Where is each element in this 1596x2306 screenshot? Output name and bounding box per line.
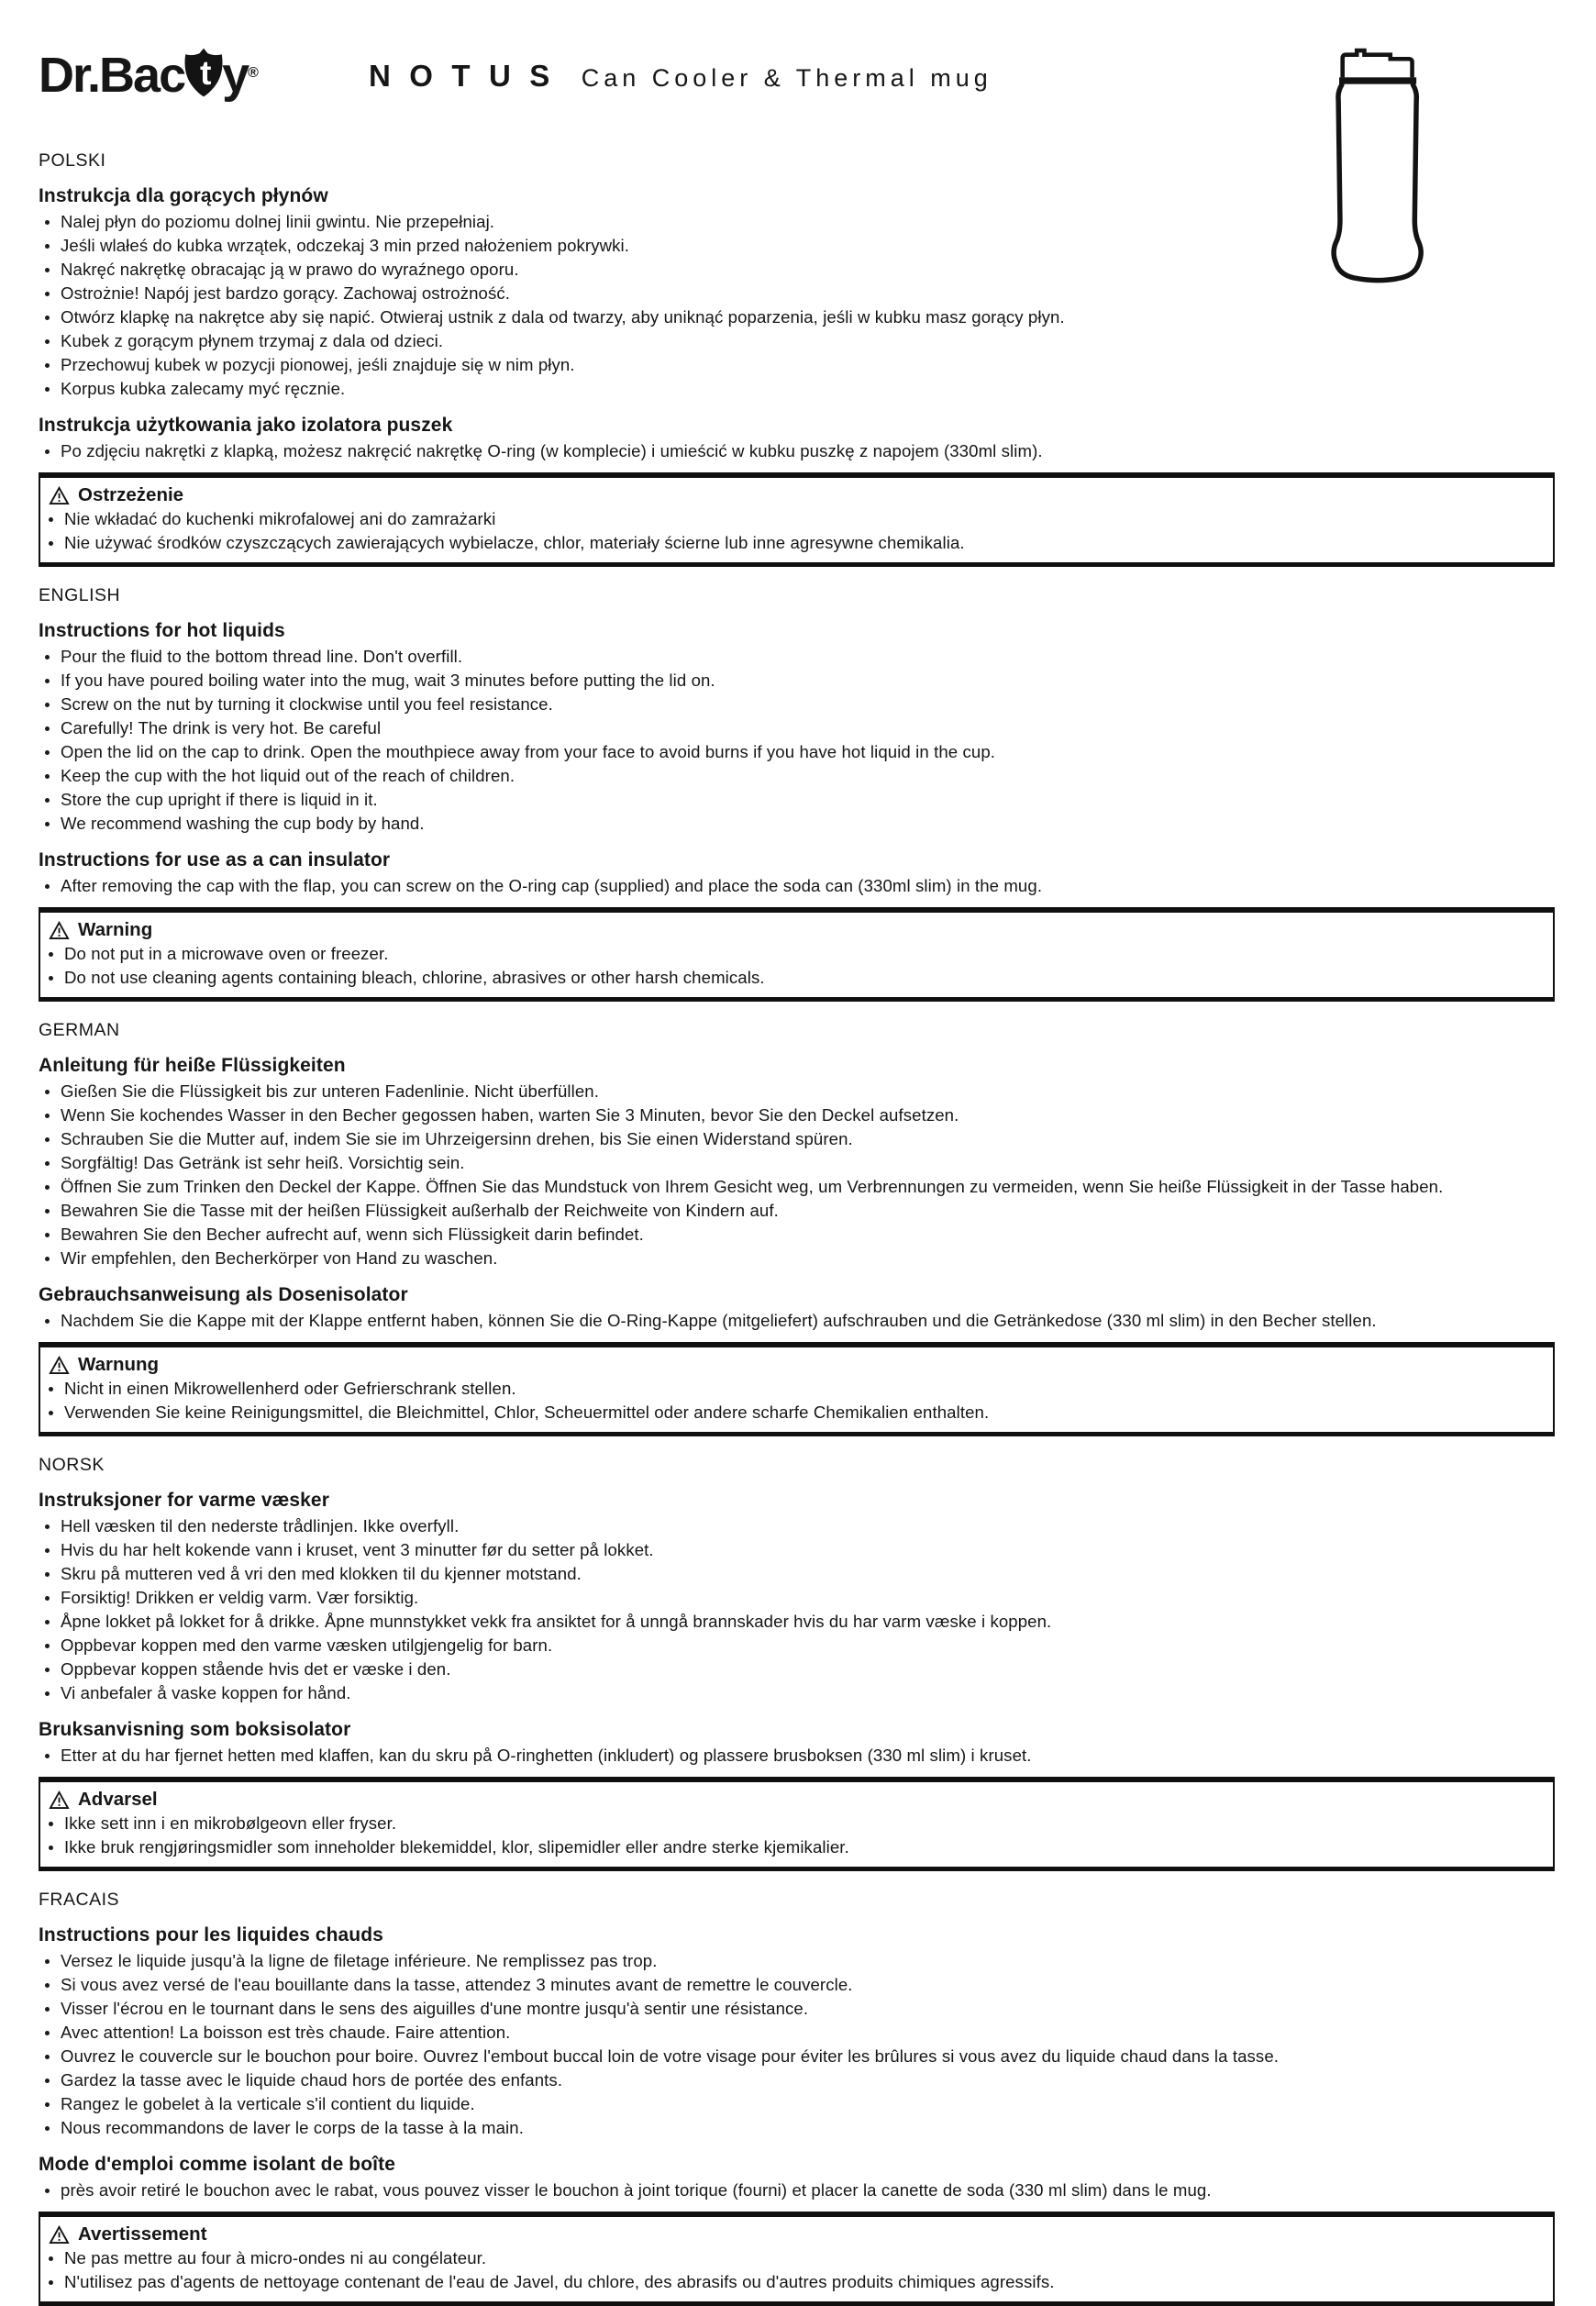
instruction-item: Otwórz klapkę na nakrętce aby się napić. Otwieraj ustnik z dala od twarzy, aby uniknąć poparzenia, jeśli w kubku masz gorący płyn. bbox=[39, 305, 1555, 329]
section-polski bbox=[39, 150, 1555, 567]
instruction-item: Wir empfehlen, den Becherkörper von Hand zu waschen. bbox=[39, 1247, 1555, 1270]
instruction-item: Jeśli wlałeś do kubka wrzątek, odczekaj 3 min przed nałożeniem pokrywki. bbox=[39, 234, 1555, 258]
instruction-item: Nalej płyn do poziomu dolnej linii gwintu. Nie przepełniaj. bbox=[39, 210, 1555, 234]
instruction-item: Hell væsken til den nederste trådlinjen. Ikke overfyll. bbox=[39, 1514, 1555, 1538]
instruction-item: Nous recommandons de laver le corps de la tasse à la main. bbox=[39, 2116, 1555, 2140]
language-label: GERMAN bbox=[39, 1020, 120, 1040]
instruction-item: Versez le liquide jusqu'à la ligne de filetage inférieure. Ne remplissez pas trop. bbox=[39, 1949, 1555, 1973]
can-insulator-list bbox=[39, 439, 1555, 463]
warning-icon bbox=[49, 1356, 70, 1375]
instruction-item: Bewahren Sie die Tasse mit der heißen Flüssigkeit außerhalb der Reichweite von Kindern auf. bbox=[39, 1199, 1555, 1223]
instruction-item: Wenn Sie kochendes Wasser in den Becher gegossen haben, warten Sie 3 Minuten, bevor Sie den Deckel aufsetzen. bbox=[39, 1103, 1555, 1127]
hot-liquids-list bbox=[39, 210, 1555, 401]
instruction-item: We recommend washing the cup body by hand. bbox=[39, 812, 1555, 836]
can-insulator-list bbox=[39, 1744, 1555, 1768]
can-insulator-list bbox=[39, 874, 1555, 898]
product-subtitle: Can Cooler & Thermal mug bbox=[581, 64, 992, 92]
warning-title: Warning bbox=[78, 919, 153, 940]
instruction-item: Oppbevar koppen med den varme væsken utilgjengelig for barn. bbox=[39, 1634, 1555, 1657]
warning-box bbox=[39, 907, 1555, 1002]
instruction-item: N'utilisez pas d'agents de nettoyage contenant de l'eau de Javel, du chlore, des abrasifs ou d'autres produits chimiques agressifs. bbox=[42, 2270, 1542, 2294]
instruction-item: Pour the fluid to the bottom thread line. Don't overfill. bbox=[39, 645, 1555, 669]
warning-icon bbox=[49, 486, 70, 505]
warning-box bbox=[39, 472, 1555, 567]
language-label: ENGLISH bbox=[39, 585, 121, 605]
can-insulator-title: Instrukcja użytkowania jako izolatora puszek bbox=[39, 415, 453, 436]
instruction-item: Rangez le gobelet à la verticale s'il contient du liquide. bbox=[39, 2092, 1555, 2116]
instruction-item: Nicht in einen Mikrowellenherd oder Gefrierschrank stellen. bbox=[42, 1377, 1542, 1401]
can-insulator-list bbox=[39, 2179, 1555, 2202]
registered-mark: ® bbox=[248, 65, 259, 81]
instruction-item: Open the lid on the cap to drink. Open the mouthpiece away from your face to avoid burns if you have hot liquid in the cup. bbox=[39, 740, 1555, 764]
instruction-item: Hvis du har helt kokende vann i kruset, vent 3 minutter før du setter på lokket. bbox=[39, 1538, 1555, 1562]
can-insulator-title: Instructions for use as a can insulator bbox=[39, 849, 391, 870]
warning-box bbox=[39, 2212, 1555, 2306]
section-fracais bbox=[39, 1890, 1555, 2306]
instruction-item: Ouvrez le couvercle sur le bouchon pour boire. Ouvrez l'embout buccal loin de votre visage pour éviter les brûlures si vous avez du liquide chaud dans la tasse. bbox=[39, 2045, 1555, 2068]
language-label: POLSKI bbox=[39, 150, 106, 171]
instruction-item: Etter at du har fjernet hetten med klaffen, kan du skru på O-ringhetten (inkludert) og plassere brusboksen (330 ml slim) i kruset. bbox=[39, 1744, 1555, 1768]
warning-list bbox=[42, 942, 1542, 990]
instruction-item: Verwenden Sie keine Reinigungsmittel, die Bleichmittel, Chlor, Scheuermittel oder andere scharfe Chemikalien enthalten. bbox=[42, 1401, 1542, 1425]
warning-icon bbox=[49, 921, 70, 940]
section-english bbox=[39, 585, 1555, 1002]
instruction-item: Skru på mutteren ved å vri den med klokken til du kjenner motstand. bbox=[39, 1562, 1555, 1586]
warning-box bbox=[39, 1342, 1555, 1436]
instruction-item: près avoir retiré le bouchon avec le rabat, vous pouvez visser le bouchon à joint torique (fourni) et placer la canette de soda (330 ml slim) dans le mug. bbox=[39, 2179, 1555, 2202]
hot-liquids-list bbox=[39, 1949, 1555, 2140]
instruction-item: Po zdjęciu nakrętki z klapką, możesz nakręcić nakrętkę O-ring (w komplecie) i umieścić w kubku puszkę z napojem (330ml slim). bbox=[39, 439, 1555, 463]
brand-text-right: y bbox=[222, 48, 249, 103]
warning-box bbox=[39, 1777, 1555, 1871]
instruction-item: Nie wkładać do kuchenki mikrofalowej ani do zamrażarki bbox=[42, 507, 1542, 531]
hot-liquids-title: Anleitung für heiße Flüssigkeiten bbox=[39, 1055, 346, 1076]
header bbox=[39, 24, 1555, 132]
instruction-item: Nachdem Sie die Kappe mit der Klappe entfernt haben, können Sie die O-Ring-Kappe (mitgeliefert) aufschrauben und die Getränkedose (330 ml slim) in den Becher stellen. bbox=[39, 1309, 1555, 1333]
product-name: NOTUS bbox=[368, 59, 569, 93]
instruction-item: Bewahren Sie den Becher aufrecht auf, wenn sich Flüssigkeit darin befindet. bbox=[39, 1223, 1555, 1247]
language-label: FRACAIS bbox=[39, 1890, 120, 1910]
shield-icon bbox=[183, 46, 224, 99]
instruction-item: Screw on the nut by turning it clockwise until you feel resistance. bbox=[39, 693, 1555, 716]
instruction-item: Przechowuj kubek w pozycji pionowej, jeśli znajduje się w nim płyn. bbox=[39, 353, 1555, 377]
hot-liquids-title: Instructions pour les liquides chauds bbox=[39, 1924, 383, 1946]
instruction-item: Sorgfältig! Das Getränk ist sehr heiß. Vorsichtig sein. bbox=[39, 1151, 1555, 1175]
instruction-item: Ikke sett inn i en mikrobølgeovn eller fryser. bbox=[42, 1812, 1542, 1835]
instruction-item: Store the cup upright if there is liquid in it. bbox=[39, 788, 1555, 812]
instruction-item: Vi anbefaler å vaske koppen for hånd. bbox=[39, 1681, 1555, 1705]
section-norsk bbox=[39, 1455, 1555, 1871]
instruction-item: Ikke bruk rengjøringsmidler som inneholder blekemiddel, klor, slipemidler eller andre sterke kjemikalier. bbox=[42, 1835, 1542, 1859]
brand-text-left: Dr.Bac bbox=[39, 48, 185, 103]
instruction-item: Si vous avez versé de l'eau bouillante dans la tasse, attendez 3 minutes avant de remettre le couvercle. bbox=[39, 1973, 1555, 1997]
instruction-item: Kubek z gorącym płynem trzymaj z dala od dzieci. bbox=[39, 329, 1555, 353]
instruction-item: Do not use cleaning agents containing bleach, chlorine, abrasives or other harsh chemicals. bbox=[42, 966, 1542, 990]
instruction-item: Schrauben Sie die Mutter auf, indem Sie sie im Uhrzeigersinn drehen, bis Sie einen Widerstand spüren. bbox=[39, 1127, 1555, 1151]
instruction-item: Ostrożnie! Napój jest bardzo gorący. Zachowaj ostrożność. bbox=[39, 282, 1555, 305]
instruction-item: Öffnen Sie zum Trinken den Deckel der Kappe. Öffnen Sie das Mundstuck von Ihrem Gesicht weg, um Verbrennungen zu vermeiden, wenn Sie heiße Flüssigkeit in der Tasse haben. bbox=[39, 1175, 1555, 1199]
warning-title: Advarsel bbox=[78, 1789, 158, 1810]
instruction-item: Carefully! The drink is very hot. Be careful bbox=[39, 716, 1555, 740]
warning-icon bbox=[49, 2225, 70, 2245]
language-label: NORSK bbox=[39, 1455, 105, 1475]
hot-liquids-list bbox=[39, 645, 1555, 836]
shield-letter: t bbox=[200, 53, 210, 93]
instruction-item: Ne pas mettre au four à micro-ondes ni au congélateur. bbox=[42, 2246, 1542, 2270]
can-insulator-title: Mode d'emploi comme isolant de boîte bbox=[39, 2154, 395, 2175]
instruction-item: Åpne lokket på lokket for å drikke. Åpne munnstykket vekk fra ansiktet for å unngå brannskader hvis du har varm væske i koppen. bbox=[39, 1610, 1555, 1634]
section-german bbox=[39, 1020, 1555, 1436]
instruction-item: Nie używać środków czyszczących zawierających wybielacze, chlor, materiały ścierne lub inne agresywne chemikalia. bbox=[42, 531, 1542, 555]
instruction-item: Gießen Sie die Flüssigkeit bis zur unteren Fadenlinie. Nicht überfüllen. bbox=[39, 1080, 1555, 1103]
instruction-item: Korpus kubka zalecamy myć ręcznie. bbox=[39, 377, 1555, 401]
instruction-item: Nakręć nakrętkę obracając ją w prawo do wyraźnego oporu. bbox=[39, 258, 1555, 282]
instruction-item: If you have poured boiling water into the mug, wait 3 minutes before putting the lid on. bbox=[39, 669, 1555, 693]
warning-title: Avertissement bbox=[78, 2223, 207, 2245]
can-insulator-list bbox=[39, 1309, 1555, 1333]
warning-list bbox=[42, 507, 1542, 555]
instruction-item: Visser l'écrou en le tournant dans le sens des aiguilles d'une montre jusqu'à sentir une résistance. bbox=[39, 1997, 1555, 2021]
warning-list bbox=[42, 2246, 1542, 2294]
instruction-item: Oppbevar koppen stående hvis det er væske i den. bbox=[39, 1657, 1555, 1681]
brand-logo bbox=[39, 48, 259, 103]
hot-liquids-title: Instruksjoner for varme væsker bbox=[39, 1490, 329, 1511]
warning-title: Ostrzeżenie bbox=[78, 484, 184, 505]
warning-list bbox=[42, 1812, 1542, 1859]
product-title-block bbox=[369, 59, 992, 94]
instruction-item: Keep the cup with the hot liquid out of the reach of children. bbox=[39, 764, 1555, 788]
hot-liquids-title: Instructions for hot liquids bbox=[39, 620, 285, 641]
instruction-item: Do not put in a microwave oven or freezer. bbox=[42, 942, 1542, 966]
hot-liquids-title: Instrukcja dla gorących płynów bbox=[39, 185, 328, 206]
can-insulator-title: Bruksanvisning som boksisolator bbox=[39, 1719, 351, 1740]
instruction-item: After removing the cap with the flap, you can screw on the O-ring cap (supplied) and place the soda can (330ml slim) in the mug. bbox=[39, 874, 1555, 898]
instruction-item: Gardez la tasse avec le liquide chaud hors de portée des enfants. bbox=[39, 2068, 1555, 2092]
hot-liquids-list bbox=[39, 1080, 1555, 1270]
instruction-item: Forsiktig! Drikken er veldig varm. Vær forsiktig. bbox=[39, 1586, 1555, 1610]
warning-icon bbox=[49, 1790, 70, 1810]
instruction-item: Avec attention! La boisson est très chaude. Faire attention. bbox=[39, 2021, 1555, 2045]
hot-liquids-list bbox=[39, 1514, 1555, 1705]
warning-list bbox=[42, 1377, 1542, 1425]
warning-title: Warnung bbox=[78, 1354, 160, 1375]
can-insulator-title: Gebrauchsanweisung als Dosenisolator bbox=[39, 1284, 408, 1305]
